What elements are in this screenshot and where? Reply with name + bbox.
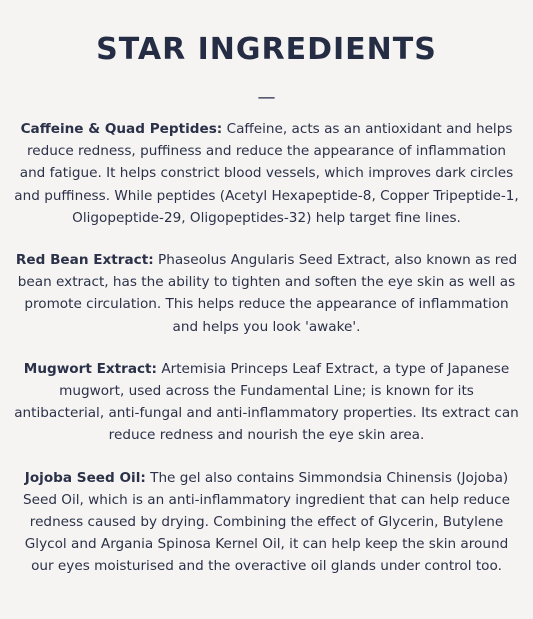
ingredient-caffeine-peptides xyxy=(14,118,519,229)
ingredient-description: Caffeine, acts as an antioxidant and helps reduce redness, puffiness and reduce the appearance of inflammation and fatigue. It helps constrict blood vessels, which improves dark circles and puffiness. While peptides (Acetyl Hexapeptide-8, Copper Tripeptide-1, Oligopeptide-29, Oligopeptides-32) help target fine lines. xyxy=(14,121,519,226)
ingredient-heading: Red Bean Extract: xyxy=(15,252,154,269)
ingredient-jojoba-seed-oil xyxy=(14,467,519,578)
ingredient-description: Phaseolus Angularis Seed Extract, also known as red bean extract, has the ability to tighten and soften the eye skin as well as promote circulation. This helps reduce the appearance of inflammation and helps you look 'awake'. xyxy=(17,252,518,335)
page-title: STAR INGREDIENTS xyxy=(96,32,437,67)
ingredient-heading: Mugwort Extract: xyxy=(23,360,157,377)
ingredient-description: The gel also contains Simmondsia Chinensis (Jojoba) Seed Oil, which is an anti-inflammatory ingredient that can help reduce redness caused by drying. Combining the effect of Glycerin, Butylene Glycol and Argania Spinosa Kernel Oil, it can help keep the skin around our eyes moisturised and the overactive oil glands under control too. xyxy=(22,469,511,575)
ingredient-mugwort-extract xyxy=(14,358,519,447)
ingredient-red-bean-extract xyxy=(14,249,519,338)
ingredient-heading: Caffeine & Quad Peptides: xyxy=(20,121,223,137)
title-divider: — xyxy=(257,87,276,108)
ingredient-heading: Jojoba Seed Oil: xyxy=(24,469,146,486)
ingredient-description: Artemisia Princeps Leaf Extract, a type of Japanese mugwort, used across the Fundamental Line; is known for its antibacterial, anti-fungal and anti-inflammatory properties. Its extract can reduce redness and nourish the eye skin area. xyxy=(14,360,519,444)
